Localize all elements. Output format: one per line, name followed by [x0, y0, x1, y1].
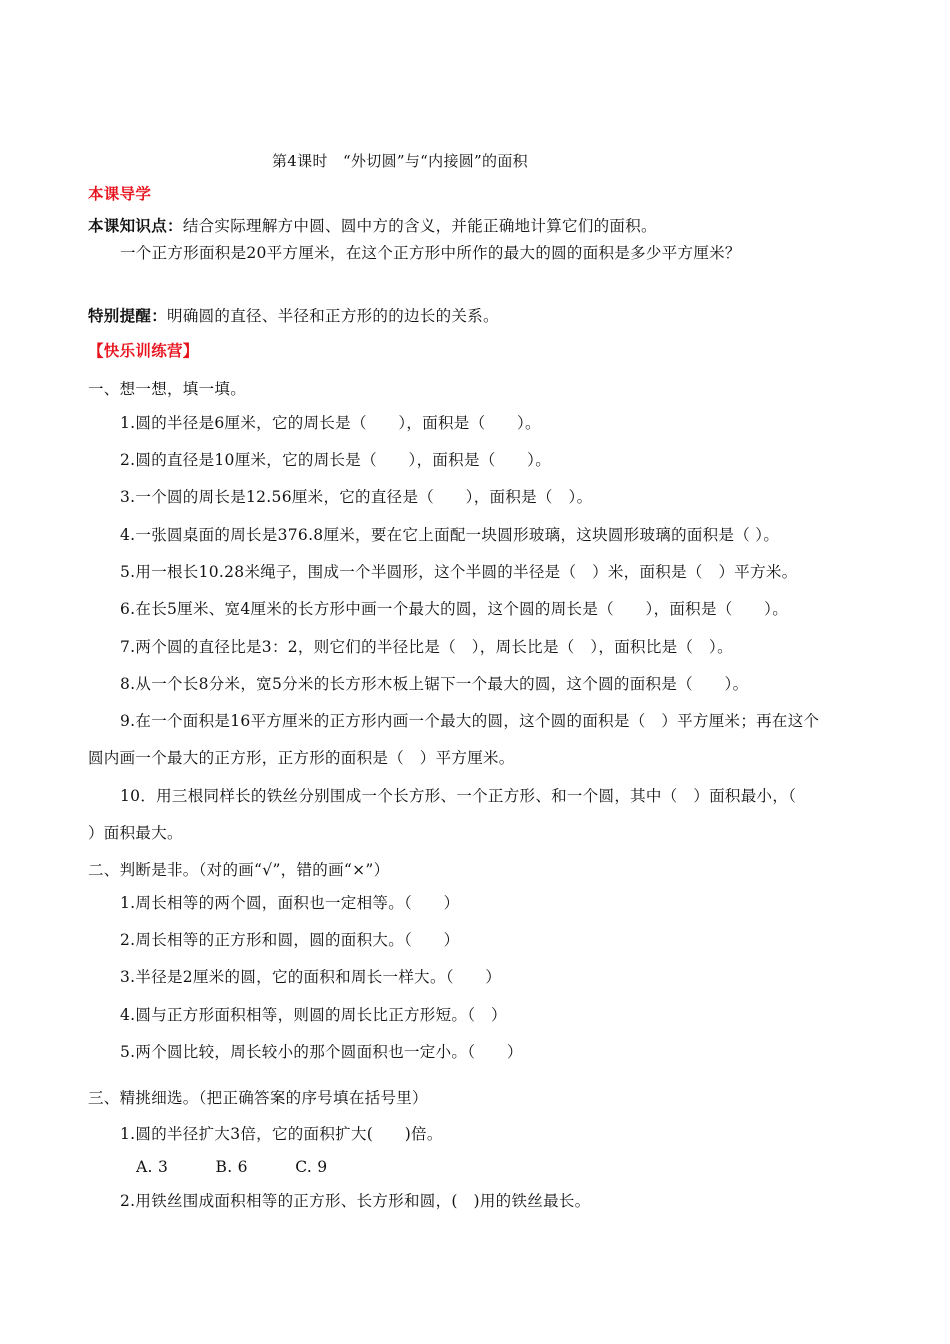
special-reminder [88, 306, 499, 326]
part3-heading: 三、精挑细选。（把正确答案的序号填在括号里） [88, 1089, 428, 1107]
reminder-label: 特别提醒： [88, 307, 168, 325]
fill-item-4: 4.一张圆桌面的周长是376.8厘米，要在它上面配一块圆形玻璃，这块圆形玻璃的面积是（ ）。 [120, 526, 780, 544]
knowledge-text: 结合实际理解方中圆、圆中方的含义，并能正确地计算它们的面积。 [182, 217, 657, 235]
choice-options-1: A. 3 B. 6 C. 9 [136, 1158, 328, 1176]
fill-item-7: 7.两个圆的直径比是3：2，则它们的半径比是（ ），周长比是（ ），面积比是（ ）。 [120, 638, 733, 656]
fill-item-1: 1.圆的半径是6厘米，它的周长是（ ），面积是（ ）。 [120, 414, 541, 432]
section-label-guide: 本课导学 [88, 185, 152, 203]
knowledge-point [88, 216, 657, 236]
knowledge-label: 本课知识点： [88, 217, 183, 235]
fill-item-5: 5.用一根长10.28米绳子，围成一个半圆形，这个半圆的半径是（ ）米，面积是（ ）平方米。 [120, 563, 798, 581]
fill-item-10-continued: ）面积最大。 [88, 824, 183, 842]
fill-item-8: 8.从一个长8分米，宽5分米的长方形木板上锯下一个最大的圆，这个圆的面积是（ ）。 [120, 675, 749, 693]
choice-question-2: 2.用铁丝围成面积相等的正方形、长方形和圆，( )用的铁丝最长。 [120, 1192, 591, 1210]
page-title: 第4课时 “外切圆”与“内接圆”的面积 [272, 152, 528, 170]
reminder-text: 明确圆的直径、半径和正方形的的边长的关系。 [167, 307, 499, 325]
judge-item-5: 5.两个圆比较，周长较小的那个圆面积也一定小。（ ） [120, 1043, 523, 1061]
judge-item-1: 1.周长相等的两个圆，面积也一定相等。（ ） [120, 894, 460, 912]
choice-question-1: 1.圆的半径扩大3倍，它的面积扩大( )倍。 [120, 1125, 443, 1143]
part2-heading: 二、判断是非。（对的画“√”，错的画“×”） [88, 861, 390, 879]
fill-item-6: 6.在长5厘米、宽4厘米的长方形中画一个最大的圆，这个圆的周长是（ ），面积是（ ）。 [120, 600, 789, 618]
judge-item-4: 4.圆与正方形面积相等，则圆的周长比正方形短。（ ） [120, 1006, 507, 1024]
fill-item-9-continued: 圆内画一个最大的正方形，正方形的面积是（ ）平方厘米。 [88, 749, 515, 767]
fill-item-9: 9.在一个面积是16平方厘米的正方形内画一个最大的圆，这个圆的面积是（ ）平方厘米；再在这个 [120, 712, 820, 730]
judge-item-2: 2.周长相等的正方形和圆，圆的面积大。（ ） [120, 931, 460, 949]
judge-item-3: 3.半径是2厘米的圆，它的面积和周长一样大。（ ） [120, 968, 502, 986]
fill-item-2: 2.圆的直径是10厘米，它的周长是（ ），面积是（ ）。 [120, 451, 552, 469]
section-label-practice: 【快乐训练营】 [88, 342, 199, 360]
example-question: 一个正方形面积是20平方厘米，在这个正方形中所作的最大的圆的面积是多少平方厘米？ [120, 244, 741, 262]
fill-item-10: 10．用三根同样长的铁丝分别围成一个长方形、一个正方形、和一个圆，其中（ ）面积最小，（ [120, 787, 797, 805]
part1-heading: 一、想一想，填一填。 [88, 380, 247, 398]
fill-item-3: 3.一个圆的周长是12.56厘米，它的直径是（ ），面积是（ ）。 [120, 488, 593, 506]
